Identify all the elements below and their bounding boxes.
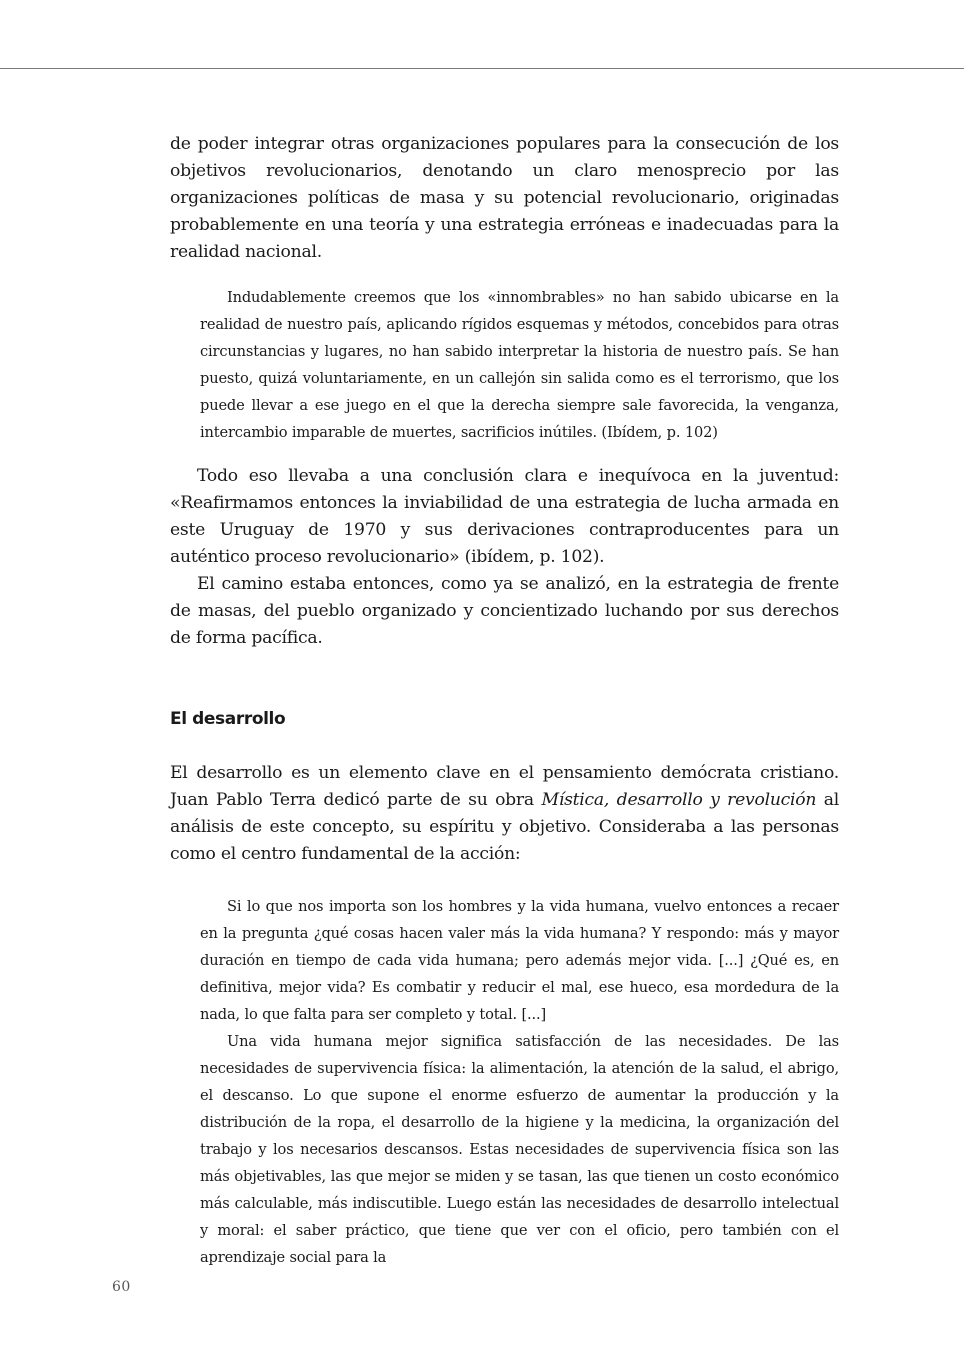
section-heading: El desarrollo [170, 709, 286, 729]
paragraph-2: Todo eso llevaba a una conclusión clara e inequívoca en la juventud: «Reafirmamos entonces la inviabilidad de una estrategia de lucha armada en este Uruguay de 1970 y sus derivaciones contraproducentes para un auténtico proceso revolucionario» (ibídem, p. 102). [170, 466, 839, 567]
paragraph-3: El camino estaba entonces, como ya se analizó, en la estrategia de frente de masas, del pueblo organizado y concientizado luchando por sus derechos de forma pacífica. [170, 574, 839, 648]
page-body [170, 131, 839, 1271]
page-number: 60 [112, 1279, 131, 1295]
paragraph-4 [170, 760, 839, 868]
book-title: Mística, desarrollo y revolución [541, 790, 817, 810]
paragraph-1: de poder integrar otras organizaciones populares para la consecución de los objetivos revolucionarios, denotando un claro menosprecio por las organizaciones políticas de masa y su potencial revolucionario, originadas probablemente en una teoría y una estrategia erróneas e inadecuadas para la realidad nacional. [170, 134, 839, 262]
quote-1-text: Indudablemente creemos que los «innombrables» no han sabido ubicarse en la realidad de nuestro país, aplicando rígidos esquemas y métodos, concebidos para otras circunstancias y lugares, no han sabido interpretar la historia de nuestro país. Se han puesto, quizá voluntariamente, en un callejón sin salida como es el terrorismo, que los puede llevar a ese juego en el que la derecha siempre sale favorecida, la venganza, intercambio imparable de muertes, sacrificios inútiles. (Ibídem, p. 102) [200, 289, 839, 441]
block-quote-1 [200, 284, 839, 446]
quote-2-paragraph-1: Si lo que nos importa son los hombres y la vida humana, vuelvo entonces a recaer en la pregunta ¿qué cosas hacen valer más la vida humana? Y respondo: más y mayor duración en tiempo de cada vida humana; pero además mejor vida. [...] ¿Qué es, en definitiva, mejor vida? Es combatir y reducir el mal, ese hueco, esa mordedura de la nada, lo que falta para ser completo y total. [...] [200, 898, 839, 1023]
paragraph-4-start: El desarrollo es un elemento clave en el pensamiento demócrata cristiano. Juan Pablo Terra dedicó parte de su obra [170, 763, 839, 810]
header-rule [0, 68, 964, 69]
quote-2-paragraph-2: Una vida humana mejor significa satisfacción de las necesidades. De las necesidades de supervivencia física: la alimentación, la atención de la salud, el abrigo, el descanso. Lo que supone el enorme esfuerzo de aumentar la producción y la distribución de la ropa, el desarrollo de la higiene y la medicina, la organización del trabajo y los necesarios descansos. Estas necesidades de supervivencia física son las más objetivables, las que mejor se miden y se tasan, las que tienen un costo económico más calculable, más indiscutible. Luego están las necesidades de desarrollo intelectual y moral: el saber práctico, que tiene que ver con el oficio, pero también con el aprendizaje social para la [200, 1033, 839, 1266]
block-quote-2 [200, 893, 839, 1271]
paragraph-4-end: al análisis de este concepto, su espíritu y objetivo. Consideraba a las personas como el centro fundamental de la acción: [170, 790, 839, 864]
